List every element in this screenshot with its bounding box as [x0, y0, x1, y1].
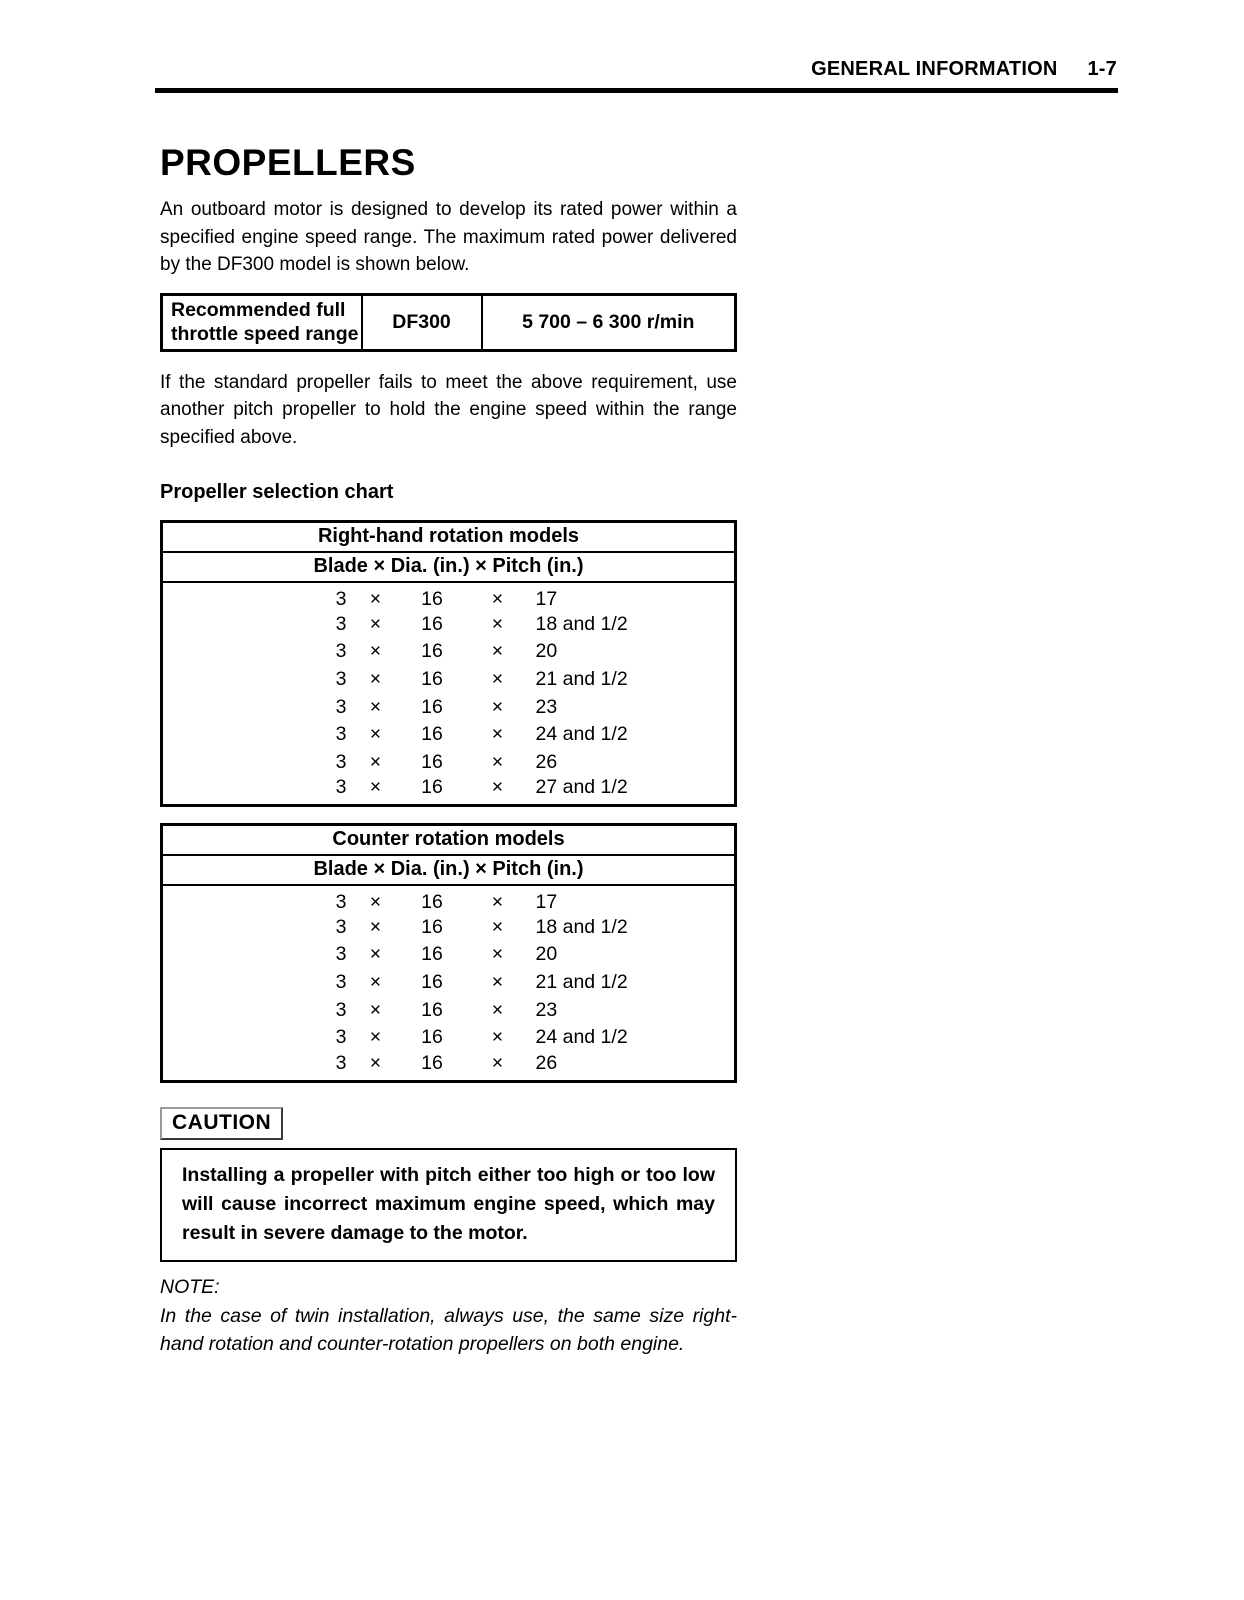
prop-cell-x1: ×: [369, 750, 382, 773]
prop-row: [162, 1052, 736, 1082]
prop-cell-x2: ×: [491, 1026, 504, 1049]
page-content: [160, 142, 737, 1359]
prop-cell-pitch: 23: [535, 998, 558, 1021]
table-title: Right-hand rotation models: [162, 522, 736, 552]
prop-row: [162, 611, 736, 639]
prop-cell-blade: 3: [335, 695, 347, 718]
prop-cell-pitch: 24 and 1/2: [535, 1026, 628, 1049]
prop-row: [162, 969, 736, 997]
prop-row: [162, 666, 736, 694]
prop-cell-x1: ×: [369, 915, 382, 938]
prop-cell-blade: 3: [335, 943, 347, 966]
right-hand-rotation-table: [160, 520, 737, 807]
table-title: Counter rotation models: [162, 825, 736, 855]
selection-chart-heading: Propeller selection chart: [160, 481, 394, 503]
prop-cell-blade: 3: [335, 723, 347, 746]
page-title: PROPELLERS: [160, 142, 416, 183]
intro-paragraph: An outboard motor is designed to develop its rated power within a specified engine speed range. The maximum rated power delivered by the DF300 model is shown below.: [160, 199, 737, 275]
prop-cell-dia: 16: [421, 587, 443, 610]
caution-text: Installing a propeller with pitch either too high or too low will cause incorrect maximum engine speed, which may result in severe damage to the motor.: [182, 1163, 715, 1244]
prop-cell-x1: ×: [369, 890, 382, 913]
prop-cell-x2: ×: [491, 1051, 504, 1074]
prop-cell-dia: 16: [421, 612, 443, 635]
prop-cell-dia: 16: [421, 1051, 443, 1074]
running-header-section: GENERAL INFORMATION: [811, 58, 1058, 80]
prop-cell-x1: ×: [369, 998, 382, 1021]
note-text: In the case of twin installation, always use, the same size right-hand rotation and counter-rotation propellers on both engine.: [160, 1304, 737, 1356]
prop-cell-x2: ×: [491, 971, 504, 994]
speed-table-range: 5 700 – 6 300 r/min: [482, 294, 736, 350]
prop-cell-dia: 16: [421, 998, 443, 1021]
prop-cell-blade: 3: [335, 998, 347, 1021]
prop-cell-dia: 16: [421, 750, 443, 773]
prop-cell-x2: ×: [491, 640, 504, 663]
prop-cell-x2: ×: [491, 667, 504, 690]
prop-cell-pitch: 20: [535, 943, 558, 966]
prop-cell-blade: 3: [335, 776, 347, 799]
prop-cell-pitch: 26: [535, 1051, 558, 1074]
prop-row: [162, 748, 736, 776]
prop-cell-blade: 3: [335, 750, 347, 773]
prop-cell-dia: 16: [421, 723, 443, 746]
prop-cell-x2: ×: [491, 998, 504, 1021]
prop-cell-blade: 3: [335, 640, 347, 663]
prop-cell-pitch: 21 and 1/2: [535, 667, 628, 690]
prop-row: [162, 1024, 736, 1052]
caution-label: CAUTION: [160, 1107, 283, 1140]
page-number: 1-7: [1087, 58, 1117, 80]
prop-row: [162, 885, 736, 914]
prop-cell-x1: ×: [369, 640, 382, 663]
prop-cell-x2: ×: [491, 776, 504, 799]
prop-cell-x2: ×: [491, 723, 504, 746]
prop-cell-x2: ×: [491, 915, 504, 938]
prop-cell-dia: 16: [421, 915, 443, 938]
counter-rotation-table: [160, 823, 737, 1082]
prop-cell-x2: ×: [491, 943, 504, 966]
table-subheader: Blade × Dia. (in.) × Pitch (in.): [162, 855, 736, 885]
prop-cell-dia: 16: [421, 943, 443, 966]
prop-cell-pitch: 17: [535, 890, 558, 913]
prop-cell-pitch: 27 and 1/2: [535, 776, 628, 799]
prop-cell-blade: 3: [335, 612, 347, 635]
speed-range-row: [162, 294, 736, 350]
prop-cell-x2: ×: [491, 587, 504, 610]
prop-cell-pitch: 24 and 1/2: [535, 723, 628, 746]
prop-cell-x2: ×: [491, 890, 504, 913]
prop-row: [162, 941, 736, 969]
prop-cell-blade: 3: [335, 667, 347, 690]
speed-range-table: [160, 293, 737, 352]
prop-cell-pitch: 26: [535, 750, 558, 773]
prop-cell-dia: 16: [421, 971, 443, 994]
prop-cell-pitch: 21 and 1/2: [535, 971, 628, 994]
prop-cell-blade: 3: [335, 890, 347, 913]
prop-row: [162, 721, 736, 749]
prop-row: [162, 638, 736, 666]
prop-cell-blade: 3: [335, 587, 347, 610]
prop-cell-dia: 16: [421, 640, 443, 663]
prop-cell-x1: ×: [369, 587, 382, 610]
prop-cell-x1: ×: [369, 612, 382, 635]
prop-cell-pitch: 20: [535, 640, 558, 663]
prop-row: [162, 776, 736, 806]
speed-table-model: DF300: [362, 294, 482, 350]
prop-cell-x2: ×: [491, 695, 504, 718]
prop-cell-pitch: 17: [535, 587, 558, 610]
prop-cell-x2: ×: [491, 750, 504, 773]
running-header: [811, 58, 1117, 81]
prop-cell-blade: 3: [335, 1026, 347, 1049]
prop-cell-x1: ×: [369, 776, 382, 799]
prop-cell-dia: 16: [421, 890, 443, 913]
prop-cell-blade: 3: [335, 1051, 347, 1074]
prop-cell-x1: ×: [369, 971, 382, 994]
throttle-paragraph: If the standard propeller fails to meet the above requirement, use another pitch propeller to hold the engine speed within the range specified above.: [160, 371, 737, 448]
prop-cell-x1: ×: [369, 695, 382, 718]
prop-cell-blade: 3: [335, 915, 347, 938]
prop-cell-dia: 16: [421, 776, 443, 799]
prop-row: [162, 582, 736, 611]
speed-table-label: Recommended full throttle speed range: [162, 294, 362, 350]
prop-cell-x1: ×: [369, 943, 382, 966]
prop-cell-dia: 16: [421, 667, 443, 690]
prop-cell-x1: ×: [369, 723, 382, 746]
prop-row: [162, 693, 736, 721]
prop-cell-pitch: 23: [535, 695, 558, 718]
prop-row: [162, 914, 736, 942]
prop-cell-pitch: 18 and 1/2: [535, 915, 628, 938]
header-rule: [155, 88, 1118, 93]
note-label: NOTE:: [160, 1275, 220, 1298]
prop-cell-dia: 16: [421, 695, 443, 718]
table-subheader: Blade × Dia. (in.) × Pitch (in.): [162, 552, 736, 582]
caution-box: [160, 1148, 737, 1262]
prop-cell-x2: ×: [491, 612, 504, 635]
prop-cell-x1: ×: [369, 667, 382, 690]
prop-cell-blade: 3: [335, 971, 347, 994]
prop-row: [162, 996, 736, 1024]
prop-cell-pitch: 18 and 1/2: [535, 612, 628, 635]
prop-cell-x1: ×: [369, 1051, 382, 1074]
prop-cell-x1: ×: [369, 1026, 382, 1049]
prop-cell-dia: 16: [421, 1026, 443, 1049]
